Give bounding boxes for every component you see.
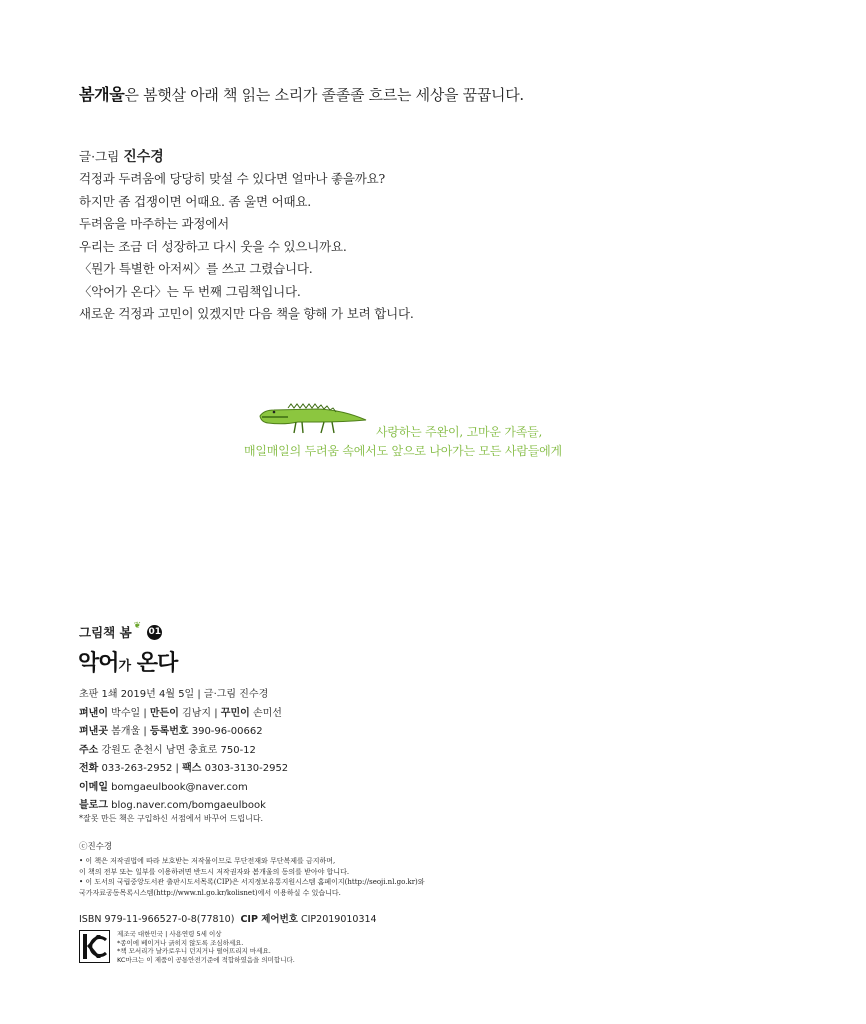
note-line: • 이 도서의 국립중앙도서관 출판시도서목록(CIP)은 서지정보유통지원시스템 홈페이지(http://seoji.nl.go.kr)와 <box>79 878 425 886</box>
book-title <box>78 646 177 677</box>
bio-line: 〈뭔가 특별한 아저씨〉를 쓰고 그렸습니다. <box>79 261 313 276</box>
copyright: ⓒ진수경 <box>79 842 113 852</box>
note-line: • 이 책은 저작권법에 따라 보호받는 저작물이므로 무단전재와 무단복제를 금지하며, <box>79 857 336 865</box>
dedication-line-2: 매일매일의 두려움 속에서도 앞으로 나아가는 모든 사람들에게 <box>244 444 562 458</box>
kc-line: *종이에 베이거나 긁히지 않도록 조심하세요. <box>117 938 244 947</box>
bio-line: 두려움을 마주하는 과정에서 <box>79 216 230 231</box>
legal-notes <box>79 856 425 898</box>
kc-line: 제조국 대한민국 | 사용연령 5세 이상 <box>117 930 222 938</box>
kc-safety-text <box>117 930 295 964</box>
bio-line: 새로운 걱정과 고민이 있겠지만 다음 책을 향해 가 보려 합니다. <box>79 306 414 321</box>
tagline-text: 은 봄햇살 아래 책 읽는 소리가 졸졸졸 흐르는 세상을 꿈꿉니다. <box>124 86 524 104</box>
bio-line: 〈악어가 온다〉는 두 번째 그림책입니다. <box>79 283 301 299</box>
publisher-tagline <box>79 82 524 105</box>
sprout-icon: ❦ <box>133 621 142 631</box>
isbn-line <box>79 911 377 925</box>
author-bio <box>79 168 414 326</box>
colophon <box>79 686 288 816</box>
note-line: 이 책의 전부 또는 일부를 이용하려면 반드시 저작권자와 봄개울의 동의를 받아야 합니다. <box>79 867 350 876</box>
address-line: 주소 강원도 춘천시 남면 충효로 750-12 <box>79 744 256 756</box>
blog-line: 블로그 blog.naver.com/bomgaeulbook <box>79 800 266 811</box>
isbn: ISBN 979-11-966527-0-8(77810) <box>79 914 235 925</box>
series-label <box>79 623 162 641</box>
title-part-3: 온다 <box>130 651 178 676</box>
series-number: 01 <box>147 625 162 640</box>
note-line: 국가자료공동목록시스템(http://www.nl.go.kr/kolisnet)에서 이용하실 수 있습니다. <box>79 888 341 897</box>
title-part-1: 악어 <box>78 651 119 676</box>
title-part-2: 가 <box>118 659 131 674</box>
author-name: 진수경 <box>123 149 164 165</box>
bio-line: 걱정과 두려움에 당당히 맞설 수 있다면 얼마나 좋을까요? <box>79 171 386 186</box>
edition-line: 초판 1쇄 2019년 4월 5일 | 글·그림 진수경 <box>79 689 269 700</box>
email-line: 이메일 bomgaeulbook@naver.com <box>79 781 248 793</box>
kc-line: *책 모서리가 날카로우니 던지거나 떨어뜨리지 마세요. <box>117 947 271 955</box>
bio-line: 하지만 좀 겁쟁이면 어때요. 좀 울면 어때요. <box>79 193 312 209</box>
cip: CIP2019010314 <box>300 914 377 925</box>
exchange-note: *잘못 만든 책은 구입하신 서점에서 바꾸어 드립니다. <box>79 814 264 823</box>
author-role: 글·그림 <box>79 149 120 164</box>
dedication-line-1: 사랑하는 주완이, 고마운 가족들, <box>376 425 543 439</box>
author-heading <box>79 146 164 166</box>
kc-line: KC마크는 이 제품이 공통안전기준에 적합하였음을 의미합니다. <box>117 955 295 964</box>
publisher-logo: 봄개울 <box>79 85 125 104</box>
series-name: 그림책 봄 <box>79 625 132 640</box>
cip-label: CIP 제어번호 <box>240 914 298 925</box>
press-line: 펴낸곳 봄개울 | 등록번호 390-96-00662 <box>79 726 263 737</box>
phone-line: 전화 033-263-2952 | 팩스 0303-3130-2952 <box>79 763 289 774</box>
crocodile-illustration <box>258 400 368 436</box>
kc-mark-icon <box>79 930 110 963</box>
bio-line: 우리는 조금 더 성장하고 다시 웃을 수 있으니까요. <box>79 238 347 254</box>
staff-line: 펴낸이 박수일 | 만든이 김남지 | 꾸민이 손미선 <box>79 707 282 719</box>
